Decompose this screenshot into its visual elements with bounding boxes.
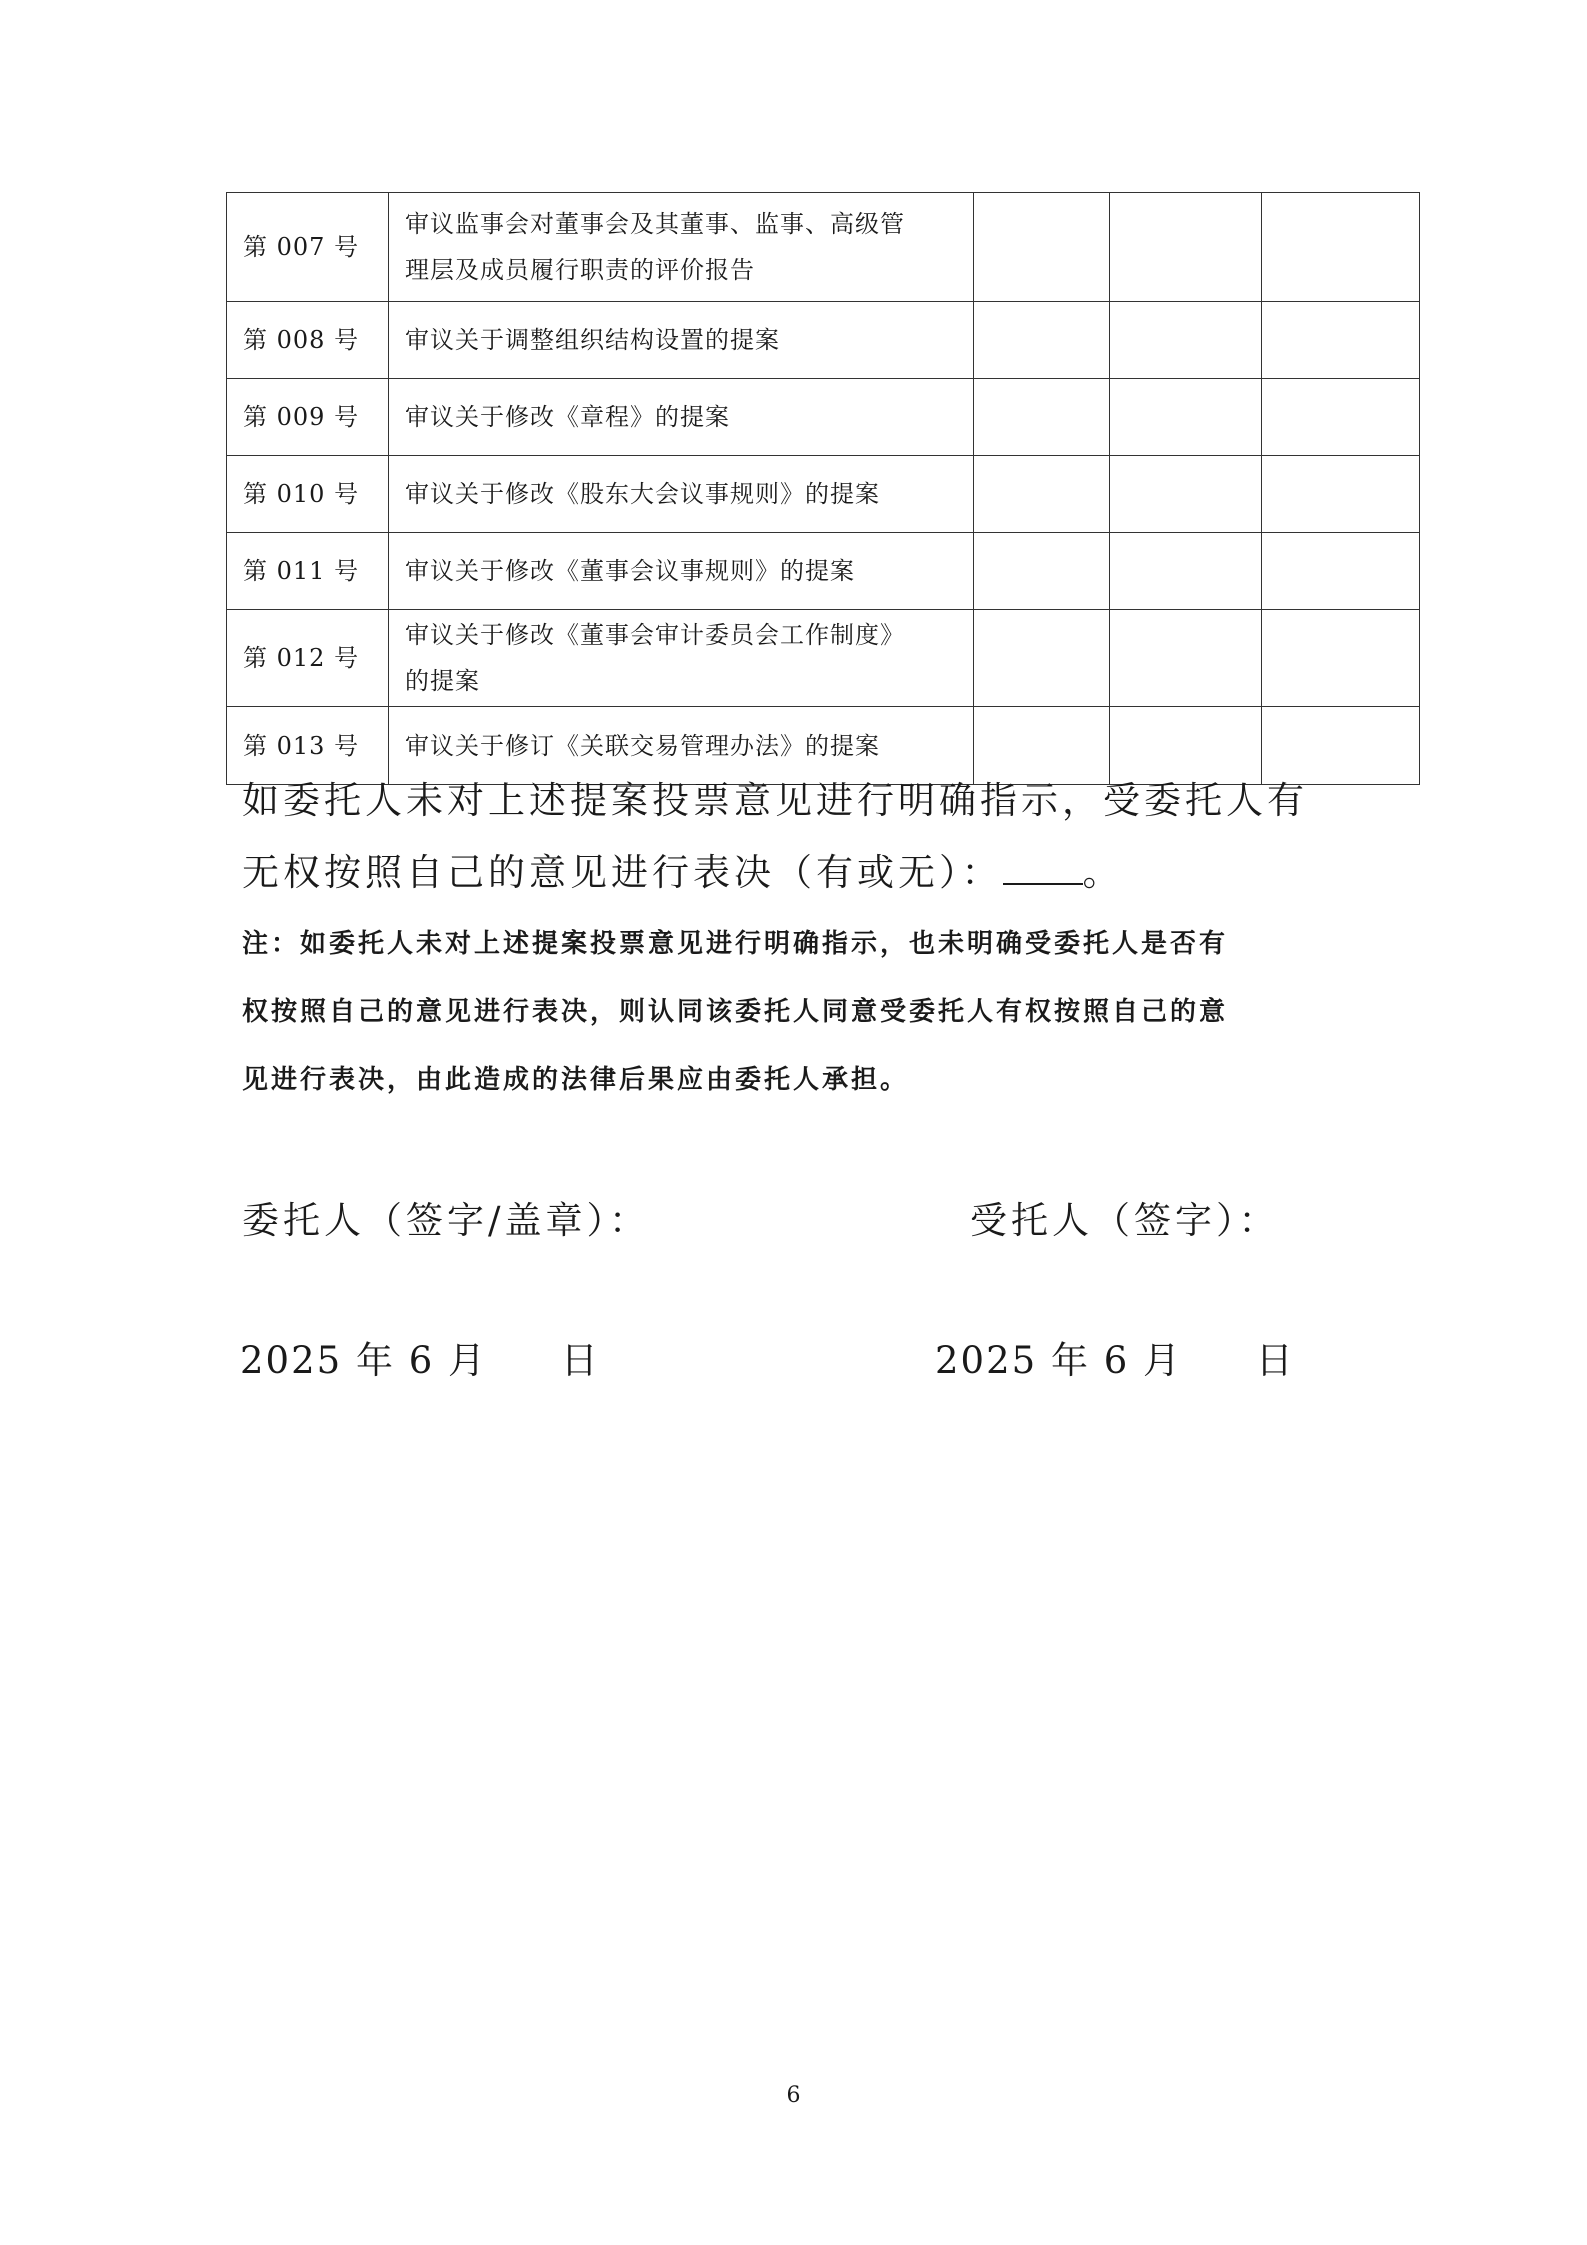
proposal-number: 第 008 号 xyxy=(227,302,389,379)
principal-signature-label: 委托人（签字/盖章）： xyxy=(242,1199,650,1242)
vote-cell-against[interactable] xyxy=(1110,302,1262,379)
vote-cell-against[interactable] xyxy=(1110,533,1262,610)
proposal-row xyxy=(227,193,1420,302)
vote-cell-for[interactable] xyxy=(974,533,1110,610)
proposal-title-line: 审议关于修改《董事会审计委员会工作制度》 xyxy=(405,621,905,649)
proposal-number: 第 013 号 xyxy=(227,707,389,785)
proposal-title-line: 审议关于修改《股东大会议事规则》的提案 xyxy=(405,480,880,508)
instruction-line-2-suffix: 。 xyxy=(1082,851,1124,894)
proposal-row xyxy=(227,456,1420,533)
agent-date-year-unit: 年 xyxy=(1050,1339,1090,1382)
agent-date-day-unit: 日 xyxy=(1255,1339,1295,1382)
proposal-title xyxy=(389,379,974,456)
proposal-number: 第 010 号 xyxy=(227,456,389,533)
proposal-number: 第 011 号 xyxy=(227,533,389,610)
proposal-number: 第 009 号 xyxy=(227,379,389,456)
instruction-line-2-prefix: 无权按照自己的意见进行表决（有或无）： xyxy=(242,851,1003,894)
proposal-row xyxy=(227,610,1420,707)
proposal-title-line: 审议关于修订《关联交易管理办法》的提案 xyxy=(405,731,880,760)
principal-date-month: 6 xyxy=(408,1339,435,1382)
proposal-title xyxy=(389,456,974,533)
proposal-row xyxy=(227,379,1420,456)
vote-cell-abstain[interactable] xyxy=(1262,193,1420,302)
page-number: 6 xyxy=(786,2083,801,2108)
agent-date-month: 6 xyxy=(1103,1339,1130,1382)
principal-date-year-unit: 年 xyxy=(355,1339,395,1382)
note-line-1: 注：如委托人未对上述提案投票意见进行明确指示，也未明确受委托人是否有 xyxy=(242,929,1229,959)
vote-cell-for[interactable] xyxy=(974,193,1110,302)
principal-date-year: 2025 xyxy=(240,1339,343,1382)
proposal-title xyxy=(389,302,974,379)
proposal-number: 第 012 号 xyxy=(227,610,389,707)
agent-date-month-unit: 月 xyxy=(1143,1339,1183,1382)
proposal-vote-table xyxy=(226,192,1420,785)
principal-date-month-unit: 月 xyxy=(448,1339,488,1382)
proposal-title-line: 理层及成员履行职责的评价报告 xyxy=(405,256,755,284)
instruction-paragraph xyxy=(242,765,1392,909)
note-paragraph xyxy=(242,910,1362,1114)
vote-cell-for[interactable] xyxy=(974,379,1110,456)
proposal-row xyxy=(227,302,1420,379)
vote-cell-abstain[interactable] xyxy=(1262,379,1420,456)
vote-cell-abstain[interactable] xyxy=(1262,533,1420,610)
instruction-line-1: 如委托人未对上述提案投票意见进行明确指示，受委托人有 xyxy=(242,779,1308,822)
proposal-title-line: 审议监事会对董事会及其董事、监事、高级管 xyxy=(405,210,905,238)
vote-cell-abstain[interactable] xyxy=(1262,456,1420,533)
yes-no-blank[interactable] xyxy=(1003,853,1083,885)
proposal-title xyxy=(389,193,974,302)
vote-cell-for[interactable] xyxy=(974,610,1110,707)
agent-signature-label: 受托人（签字）： xyxy=(970,1199,1280,1242)
instruction-line-2 xyxy=(242,837,1392,909)
note-line-2: 权按照自己的意见进行表决，则认同该委托人同意受委托人有权按照自己的意 xyxy=(242,997,1229,1027)
proposal-title xyxy=(389,610,974,707)
vote-cell-for[interactable] xyxy=(974,456,1110,533)
agent-date xyxy=(935,1330,1295,1384)
proposal-title-line: 审议关于修改《章程》的提案 xyxy=(405,403,730,431)
principal-date xyxy=(240,1330,600,1384)
proposal-title-line: 审议关于调整组织结构设置的提案 xyxy=(405,326,780,354)
agent-date-year: 2025 xyxy=(935,1339,1038,1382)
vote-cell-against[interactable] xyxy=(1110,456,1262,533)
note-line-3: 见进行表决，由此造成的法律后果应由委托人承担。 xyxy=(242,1065,910,1095)
vote-cell-against[interactable] xyxy=(1110,610,1262,707)
vote-cell-abstain[interactable] xyxy=(1262,610,1420,707)
proposal-title-line: 的提案 xyxy=(405,667,480,695)
principal-date-day-unit: 日 xyxy=(560,1339,600,1382)
vote-cell-against[interactable] xyxy=(1110,193,1262,302)
proposal-title-line: 审议关于修改《董事会议事规则》的提案 xyxy=(405,557,855,585)
vote-cell-abstain[interactable] xyxy=(1262,302,1420,379)
vote-cell-against[interactable] xyxy=(1110,379,1262,456)
proposal-row xyxy=(227,533,1420,610)
proposal-number: 第 007 号 xyxy=(227,193,389,302)
vote-cell-for[interactable] xyxy=(974,302,1110,379)
proposal-title xyxy=(389,533,974,610)
